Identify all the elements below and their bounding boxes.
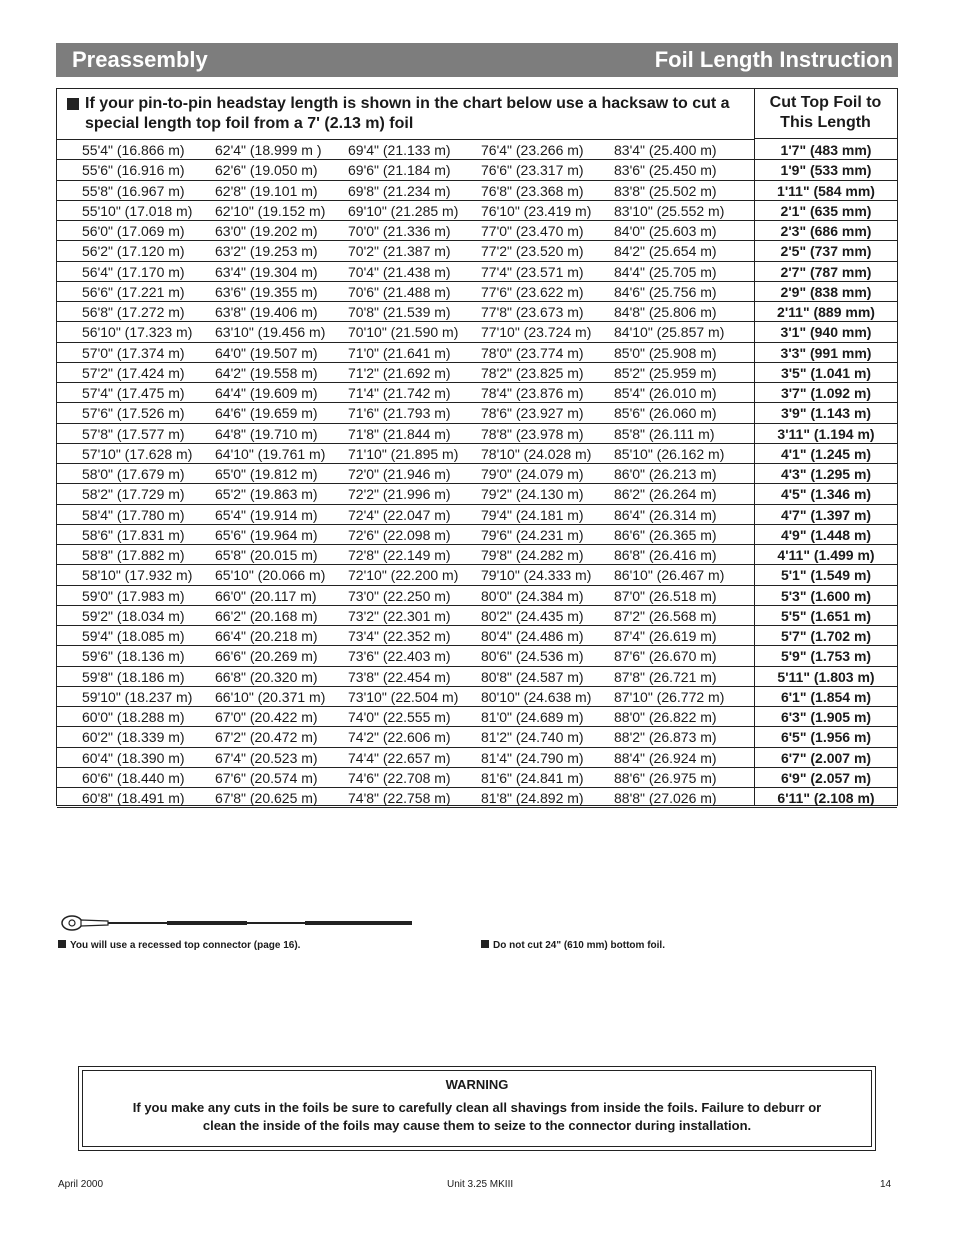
headstay-length-cell: 87'8" (26.721 m): [614, 668, 717, 685]
headstay-length-cell: 88'0" (26.822 m): [614, 709, 717, 725]
table-row: [57, 201, 897, 221]
headstay-length-cell: 59'2" (18.034 m): [82, 607, 185, 624]
headstay-length-cell: 56'2" (17.120 m): [82, 243, 185, 260]
headstay-length-cell: 64'4" (19.609 m): [215, 385, 318, 401]
headstay-length-cell: 83'4" (25.400 m): [614, 142, 717, 158]
headstay-length-cell: 73'0" (22.250 m): [348, 587, 451, 604]
headstay-length-cell: 64'10" (19.761 m): [215, 445, 326, 462]
headstay-length-cell: 67'8" (20.625 m): [215, 790, 318, 806]
headstay-length-cell: 88'8" (27.026 m): [614, 790, 717, 806]
headstay-length-cell: 73'2" (22.301 m): [348, 607, 451, 624]
headstay-length-cell: 86'10" (26.467 m): [614, 567, 725, 584]
headstay-length-cell: 77'0" (23.470 m): [481, 223, 584, 239]
headstay-length-cell: 73'4" (22.352 m): [348, 628, 451, 644]
cut-length-cell: 3'11" (1.194 m): [777, 425, 875, 442]
cut-length-cell: 3'1" (940 mm): [780, 324, 872, 341]
headstay-length-cell: 77'8" (23.673 m): [481, 304, 584, 320]
cut-length-cell: 5'9" (1.753 m): [780, 648, 872, 665]
table-row: [57, 505, 897, 525]
headstay-length-cell: 84'2" (25.654 m): [614, 243, 717, 260]
headstay-length-cell: 84'0" (25.603 m): [614, 223, 717, 239]
cut-length-cell: 6'7" (2.007 m): [780, 749, 872, 766]
headstay-length-cell: 64'2" (19.558 m): [215, 364, 318, 381]
headstay-length-cell: 67'0" (20.422 m): [215, 709, 318, 725]
headstay-length-cell: 63'2" (19.253 m): [215, 243, 318, 260]
headstay-length-cell: 71'2" (21.692 m): [348, 364, 451, 381]
headstay-length-cell: 71'0" (21.641 m): [348, 344, 451, 361]
headstay-length-cell: 79'2" (24.130 m): [481, 486, 584, 503]
table-row: [57, 667, 897, 687]
headstay-length-cell: 59'6" (18.136 m): [82, 648, 185, 665]
cut-length-cell: 6'11" (2.108 m): [777, 790, 875, 806]
headstay-length-cell: 57'6" (17.526 m): [82, 405, 185, 422]
headstay-length-cell: 60'6" (18.440 m): [82, 769, 185, 786]
headstay-length-cell: 73'6" (22.403 m): [348, 648, 451, 665]
headstay-length-cell: 87'4" (26.619 m): [614, 628, 717, 644]
headstay-length-cell: 80'0" (24.384 m): [481, 587, 584, 604]
footer-date: April 2000: [58, 1179, 104, 1190]
cut-length-cell: 4'11" (1.499 m): [777, 547, 875, 563]
headstay-length-cell: 74'6" (22.708 m): [348, 769, 451, 786]
table-row: [57, 282, 897, 302]
table-row: [57, 424, 897, 444]
headstay-length-cell: 62'4" (18.999 m ): [215, 142, 322, 158]
cut-length-cell: 4'5" (1.346 m): [780, 486, 872, 503]
headstay-length-cell: 77'4" (23.571 m): [481, 263, 584, 280]
headstay-length-cell: 76'10" (23.419 m): [481, 202, 592, 219]
table-row: [57, 565, 897, 585]
headstay-length-cell: 77'2" (23.520 m): [481, 243, 584, 260]
cut-length-header: Cut Top Foil to This Length: [754, 89, 897, 139]
table-row: [57, 545, 897, 565]
headstay-length-cell: 85'10" (26.162 m): [614, 445, 725, 462]
headstay-length-cell: 65'0" (19.812 m): [215, 466, 318, 482]
headstay-length-cell: 59'0" (17.983 m): [82, 587, 185, 604]
section-title: Preassembly: [72, 47, 208, 72]
table-row: [57, 525, 897, 545]
headstay-length-cell: 58'0" (17.679 m): [82, 466, 185, 482]
headstay-length-cell: 63'6" (19.355 m): [215, 283, 318, 300]
headstay-length-cell: 76'8" (23.368 m): [481, 182, 584, 199]
headstay-length-cell: 55'10" (17.018 m): [82, 202, 193, 219]
cut-length-cell: 5'7" (1.702 m): [780, 628, 872, 644]
headstay-length-cell: 85'0" (25.908 m): [614, 344, 717, 361]
headstay-length-cell: 70'4" (21.438 m): [348, 263, 451, 280]
headstay-length-cell: 77'10" (23.724 m): [481, 324, 592, 341]
headstay-length-cell: 73'10" (22.504 m): [348, 688, 459, 705]
headstay-length-cell: 65'4" (19.914 m): [215, 506, 318, 523]
headstay-length-cell: 80'4" (24.486 m): [481, 628, 584, 644]
headstay-length-cell: 64'8" (19.710 m): [215, 425, 318, 442]
headstay-length-cell: 87'0" (26.518 m): [614, 587, 717, 604]
headstay-length-cell: 80'6" (24.536 m): [481, 648, 584, 665]
headstay-length-cell: 77'6" (23.622 m): [481, 283, 584, 300]
headstay-length-cell: 55'4" (16.866 m): [82, 142, 185, 158]
headstay-length-cell: 58'8" (17.882 m): [82, 547, 185, 563]
cut-length-cell: 5'11" (1.803 m): [777, 668, 875, 685]
cut-length-cell: 5'5" (1.651 m): [780, 607, 872, 624]
headstay-length-cell: 72'2" (21.996 m): [348, 486, 451, 503]
headstay-length-cell: 70'10" (21.590 m): [348, 324, 459, 341]
headstay-length-cell: 76'6" (23.317 m): [481, 162, 584, 179]
headstay-length-cell: 57'2" (17.424 m): [82, 364, 185, 381]
foil-diagram: [60, 912, 420, 934]
headstay-length-cell: 65'2" (19.863 m): [215, 486, 318, 503]
table-row: [57, 484, 897, 504]
headstay-length-cell: 65'8" (20.015 m): [215, 547, 318, 563]
headstay-length-cell: 85'2" (25.959 m): [614, 364, 717, 381]
headstay-length-cell: 58'2" (17.729 m): [82, 486, 185, 503]
headstay-length-cell: 83'6" (25.450 m): [614, 162, 717, 179]
cut-length-cell: 2'11" (889 mm): [777, 304, 875, 320]
cut-length-cell: 1'7" (483 mm): [780, 142, 872, 158]
headstay-length-cell: 84'6" (25.756 m): [614, 283, 717, 300]
table-row: [57, 160, 897, 180]
headstay-length-cell: 74'2" (22.606 m): [348, 729, 451, 746]
headstay-length-cell: 62'10" (19.152 m): [215, 202, 326, 219]
headstay-length-cell: 71'6" (21.793 m): [348, 405, 451, 422]
headstay-length-cell: 60'0" (18.288 m): [82, 709, 185, 725]
foil-segment: [167, 921, 247, 925]
cut-length-cell: 2'5" (737 mm): [780, 243, 872, 260]
headstay-length-cell: 71'8" (21.844 m): [348, 425, 451, 442]
headstay-length-cell: 57'8" (17.577 m): [82, 425, 185, 442]
headstay-length-cell: 87'2" (26.568 m): [614, 607, 717, 624]
headstay-length-cell: 84'10" (25.857 m): [614, 324, 725, 341]
section-header-bar: [56, 43, 898, 77]
headstay-length-cell: 66'10" (20.371 m): [215, 688, 326, 705]
headstay-length-cell: 78'2" (23.825 m): [481, 364, 584, 381]
headstay-length-cell: 74'4" (22.657 m): [348, 749, 451, 766]
headstay-length-cell: 63'4" (19.304 m): [215, 263, 318, 280]
headstay-length-cell: 87'6" (26.670 m): [614, 648, 717, 665]
table-row: [57, 322, 897, 342]
table-row: [57, 586, 897, 606]
headstay-length-cell: 81'8" (24.892 m): [481, 790, 584, 806]
headstay-length-cell: 57'4" (17.475 m): [82, 385, 185, 401]
cut-length-cell: 6'9" (2.057 m): [780, 769, 872, 786]
warning-body: If you make any cuts in the foils be sure to carefully clean all shavings from inside the foils. Failure to deburr or clean the inside of the foils may cause them to seize to the connector during installation.: [132, 1100, 822, 1133]
table-row: [57, 626, 897, 646]
headstay-length-cell: 84'4" (25.705 m): [614, 263, 717, 280]
table-row: [57, 343, 897, 363]
cut-length-cell: 3'9" (1.143 m): [780, 405, 872, 422]
headstay-length-cell: 66'2" (20.168 m): [215, 607, 318, 624]
headstay-length-cell: 86'0" (26.213 m): [614, 466, 717, 482]
headstay-length-cell: 59'8" (18.186 m): [82, 668, 185, 685]
cut-length-cell: 4'3" (1.295 m): [780, 466, 872, 482]
headstay-length-cell: 67'6" (20.574 m): [215, 769, 318, 786]
table-row: [57, 464, 897, 484]
headstay-length-cell: 79'8" (24.282 m): [481, 547, 584, 563]
table-row: [57, 687, 897, 707]
headstay-length-cell: 64'0" (19.507 m): [215, 344, 318, 361]
table-row: [57, 606, 897, 626]
table-row: [57, 403, 897, 423]
table-row: [57, 221, 897, 241]
headstay-length-cell: 69'10" (21.285 m): [348, 202, 459, 219]
headstay-length-cell: 56'6" (17.221 m): [82, 283, 185, 300]
chart-instruction-cell: [57, 89, 755, 140]
headstay-length-cell: 78'6" (23.927 m): [481, 405, 584, 422]
headstay-length-cell: 62'6" (19.050 m): [215, 162, 318, 179]
headstay-length-cell: 79'10" (24.333 m): [481, 567, 592, 584]
headstay-length-cell: 72'8" (22.149 m): [348, 547, 451, 563]
headstay-length-cell: 72'0" (21.946 m): [348, 466, 451, 482]
headstay-length-cell: 59'4" (18.085 m): [82, 628, 185, 644]
headstay-length-cell: 72'4" (22.047 m): [348, 506, 451, 523]
cut-length-cell: 6'1" (1.854 m): [780, 688, 872, 705]
headstay-length-cell: 71'10" (21.895 m): [348, 445, 459, 462]
headstay-length-cell: 86'2" (26.264 m): [614, 486, 717, 503]
bullet-square-icon: [67, 98, 79, 110]
cut-length-cell: 6'3" (1.905 m): [780, 709, 872, 725]
headstay-length-cell: 73'8" (22.454 m): [348, 668, 451, 685]
headstay-length-cell: 65'10" (20.066 m): [215, 567, 326, 584]
headstay-length-cell: 65'6" (19.964 m): [215, 526, 318, 543]
table-row: [57, 727, 897, 747]
headstay-length-cell: 78'10" (24.028 m): [481, 445, 592, 462]
headstay-length-cell: 78'4" (23.876 m): [481, 385, 584, 401]
headstay-length-cell: 69'4" (21.133 m): [348, 142, 451, 158]
table-row: [57, 302, 897, 322]
table-row: [57, 646, 897, 666]
cut-length-cell: 2'7" (787 mm): [780, 263, 872, 280]
headstay-length-cell: 67'4" (20.523 m): [215, 749, 318, 766]
headstay-length-cell: 79'6" (24.231 m): [481, 526, 584, 543]
headstay-length-cell: 88'4" (26.924 m): [614, 749, 717, 766]
headstay-length-cell: 66'6" (20.269 m): [215, 648, 318, 665]
headstay-length-cell: 66'8" (20.320 m): [215, 668, 318, 685]
chart-rows: [57, 140, 897, 808]
headstay-length-cell: 88'2" (26.873 m): [614, 729, 717, 746]
headstay-length-cell: 55'6" (16.916 m): [82, 162, 185, 179]
table-row: [57, 241, 897, 261]
headstay-length-cell: 66'0" (20.117 m): [215, 587, 317, 604]
cut-length-cell: 3'3" (991 mm): [780, 344, 872, 361]
cut-length-cell: 5'1" (1.549 m): [780, 567, 872, 584]
table-row: [57, 788, 897, 808]
headstay-length-cell: 81'4" (24.790 m): [481, 749, 584, 766]
headstay-length-cell: 57'10" (17.628 m): [82, 445, 193, 462]
table-row: [57, 707, 897, 727]
headstay-length-cell: 81'6" (24.841 m): [481, 769, 584, 786]
headstay-length-cell: 58'4" (17.780 m): [82, 506, 185, 523]
headstay-length-cell: 86'8" (26.416 m): [614, 547, 717, 563]
headstay-length-cell: 83'10" (25.552 m): [614, 202, 725, 219]
headstay-length-cell: 76'4" (23.266 m): [481, 142, 584, 158]
chart-instruction-text: If your pin-to-pin headstay length is shown in the chart below use a hacksaw to cut a special length top foil from a 7' (2.13 m) foil: [85, 95, 730, 132]
headstay-length-cell: 85'8" (26.111 m): [614, 425, 715, 442]
cut-length-cell: 1'9" (533 mm): [780, 162, 872, 179]
cut-length-cell: 3'5" (1.041 m): [780, 364, 872, 381]
cut-length-cell: 6'5" (1.956 m): [780, 729, 872, 746]
table-row: [57, 181, 897, 201]
headstay-length-cell: 69'8" (21.234 m): [348, 182, 451, 199]
table-row: [57, 363, 897, 383]
cut-length-cell: 4'9" (1.448 m): [780, 526, 872, 543]
foil-segment: [305, 921, 412, 925]
table-row: [57, 748, 897, 768]
headstay-length-cell: 70'2" (21.387 m): [348, 243, 451, 260]
warning-title: WARNING: [445, 1077, 509, 1092]
page-title: Foil Length Instruction: [654, 47, 893, 72]
footer-page-number: 14: [880, 1179, 892, 1190]
table-row: [57, 140, 897, 160]
headstay-length-cell: 56'8" (17.272 m): [82, 304, 185, 320]
headstay-length-cell: 60'4" (18.390 m): [82, 749, 185, 766]
headstay-length-cell: 64'6" (19.659 m): [215, 405, 318, 422]
headstay-length-cell: 85'6" (26.060 m): [614, 405, 717, 422]
connector-shank-icon: [81, 920, 108, 926]
headstay-length-cell: 62'8" (19.101 m): [215, 182, 318, 199]
table-row: [57, 383, 897, 403]
warning-box: [78, 1066, 876, 1151]
headstay-length-cell: 57'0" (17.374 m): [82, 344, 185, 361]
headstay-length-cell: 55'8" (16.967 m): [82, 182, 185, 199]
table-row: [57, 768, 897, 788]
headstay-length-cell: 79'4" (24.181 m): [481, 506, 584, 523]
headstay-length-cell: 63'0" (19.202 m): [215, 223, 318, 239]
bullet-square-icon: [58, 940, 66, 948]
headstay-length-cell: 67'2" (20.472 m): [215, 729, 318, 746]
headstay-length-cell: 66'4" (20.218 m): [215, 628, 318, 644]
table-row: [57, 262, 897, 282]
cut-length-cell: 4'1" (1.245 m): [780, 445, 872, 462]
headstay-length-cell: 84'8" (25.806 m): [614, 304, 717, 320]
headstay-length-cell: 80'2" (24.435 m): [481, 607, 584, 624]
bullet-square-icon: [481, 940, 489, 948]
headstay-length-cell: 80'8" (24.587 m): [481, 668, 584, 685]
headstay-length-cell: 70'0" (21.336 m): [348, 223, 451, 239]
headstay-length-cell: 74'8" (22.758 m): [348, 790, 451, 806]
headstay-length-cell: 60'2" (18.339 m): [82, 729, 185, 746]
headstay-length-cell: 60'8" (18.491 m): [82, 790, 185, 806]
headstay-length-cell: 80'10" (24.638 m): [481, 688, 592, 705]
headstay-length-cell: 78'0" (23.774 m): [481, 344, 584, 361]
headstay-length-cell: 81'2" (24.740 m): [481, 729, 584, 746]
footer-unit: Unit 3.25 MKIII: [447, 1179, 514, 1190]
headstay-length-cell: 63'10" (19.456 m): [215, 324, 326, 341]
headstay-length-cell: 63'8" (19.406 m): [215, 304, 318, 320]
headstay-length-cell: 56'10" (17.323 m): [82, 324, 193, 341]
note-recessed-connector: You will use a recessed top connector (page 16).: [58, 940, 300, 951]
cut-length-cell: 5'3" (1.600 m): [780, 587, 872, 604]
cut-length-cell: 2'1" (635 mm): [780, 202, 872, 219]
headstay-length-cell: 86'4" (26.314 m): [614, 506, 717, 523]
cut-length-cell: 2'3" (686 mm): [780, 223, 872, 239]
headstay-length-cell: 58'6" (17.831 m): [82, 526, 185, 543]
headstay-length-cell: 56'4" (17.170 m): [82, 263, 185, 280]
headstay-length-cell: 81'0" (24.689 m): [481, 709, 584, 725]
headstay-length-cell: 78'8" (23.978 m): [481, 425, 584, 442]
headstay-length-cell: 70'8" (21.539 m): [348, 304, 451, 320]
headstay-length-cell: 56'0" (17.069 m): [82, 223, 185, 239]
foil-length-chart: [56, 88, 898, 806]
headstay-length-cell: 69'6" (21.184 m): [348, 162, 451, 179]
cut-length-cell: 1'11" (584 mm): [777, 182, 875, 199]
headstay-length-cell: 88'6" (26.975 m): [614, 769, 717, 786]
cut-length-cell: 3'7" (1.092 m): [780, 385, 872, 401]
headstay-length-cell: 74'0" (22.555 m): [348, 709, 451, 725]
headstay-length-cell: 70'6" (21.488 m): [348, 283, 451, 300]
headstay-length-cell: 59'10" (18.237 m): [82, 688, 193, 705]
headstay-length-cell: 71'4" (21.742 m): [348, 385, 451, 401]
note-bottom-foil: Do not cut 24" (610 mm) bottom foil.: [481, 940, 665, 951]
headstay-length-cell: 87'10" (26.772 m): [614, 688, 725, 705]
headstay-length-cell: 86'6" (26.365 m): [614, 526, 717, 543]
headstay-length-cell: 72'6" (22.098 m): [348, 526, 451, 543]
table-row: [57, 444, 897, 464]
headstay-length-cell: 79'0" (24.079 m): [481, 466, 584, 482]
headstay-length-cell: 58'10" (17.932 m): [82, 567, 193, 584]
cut-length-cell: 4'7" (1.397 m): [780, 506, 872, 523]
headstay-length-cell: 83'8" (25.502 m): [614, 182, 717, 199]
cut-length-cell: 2'9" (838 mm): [780, 283, 872, 300]
headstay-length-cell: 85'4" (26.010 m): [614, 385, 717, 401]
headstay-length-cell: 72'10" (22.200 m): [348, 567, 459, 584]
